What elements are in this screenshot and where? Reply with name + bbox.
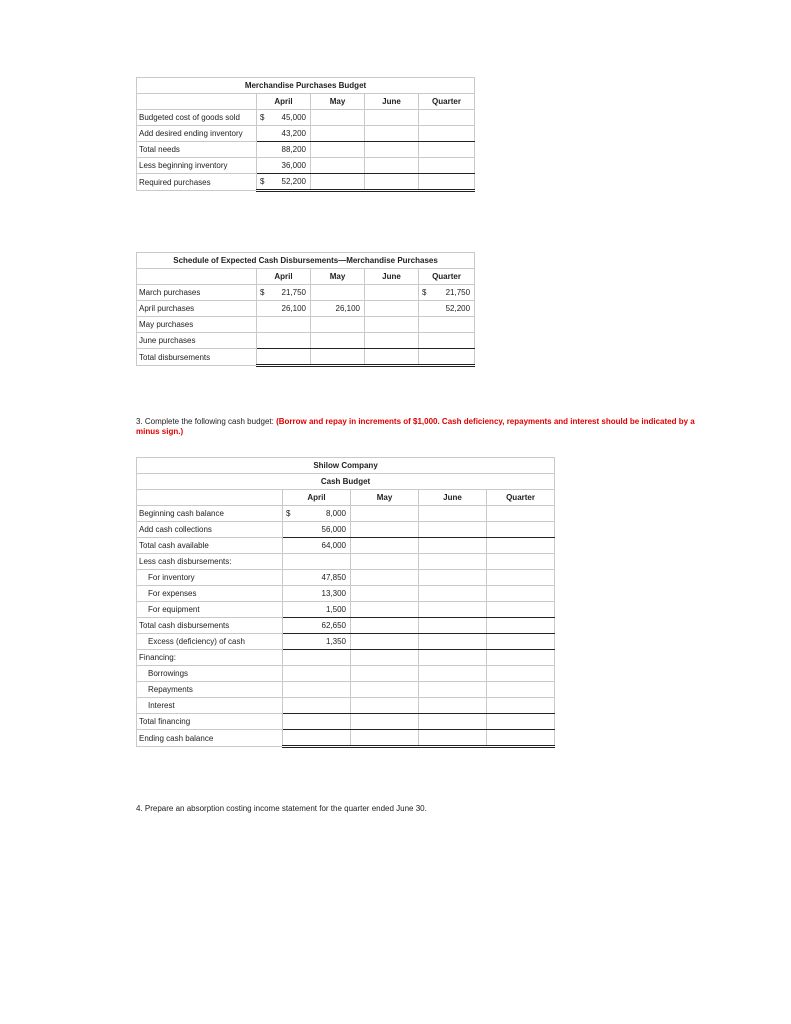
april-value: 43,200 [269,126,311,142]
may-input[interactable] [351,602,419,618]
may-input[interactable] [351,538,419,554]
june-input[interactable] [419,538,487,554]
row-label: For expenses [137,586,283,602]
table-row [137,317,475,333]
may-input[interactable] [311,110,365,126]
may-input[interactable] [351,586,419,602]
row-label: Add cash collections [137,522,283,538]
row-label: Repayments [137,682,283,698]
june-input[interactable] [365,349,419,366]
june-input[interactable] [419,506,487,522]
may-input[interactable] [351,666,419,682]
quarter-input[interactable] [431,317,475,333]
col-may: May [351,490,419,506]
instruction-3 [136,417,696,437]
row-label: Total cash available [137,538,283,554]
table-row [137,285,475,301]
may-input[interactable] [311,142,365,158]
quarter-input[interactable] [487,618,555,634]
may-input[interactable] [311,333,365,349]
quarter-input[interactable] [487,698,555,714]
col-april: April [257,94,311,110]
may-input[interactable] [351,714,419,730]
dollar-sign: $ [283,506,295,522]
col-may: May [311,94,365,110]
may-input[interactable] [351,698,419,714]
row-label: June purchases [137,333,257,349]
quarter-input[interactable] [487,682,555,698]
table-row [137,650,555,666]
row-label: Total disbursements [137,349,257,366]
june-input[interactable] [365,317,419,333]
quarter-input[interactable] [431,333,475,349]
may-input[interactable] [351,618,419,634]
may-input[interactable] [351,506,419,522]
table-row [137,506,555,522]
june-input[interactable] [419,618,487,634]
row-label: Less beginning inventory [137,158,257,174]
table-row [137,602,555,618]
june-input[interactable] [419,634,487,650]
table-row [137,570,555,586]
table-row [137,174,475,191]
april-input[interactable] [269,333,311,349]
col-may: May [311,269,365,285]
april-value: 1,500 [295,602,351,618]
june-input[interactable] [419,666,487,682]
table-row [137,682,555,698]
table-row [137,730,555,747]
row-label: For inventory [137,570,283,586]
table-row [137,349,475,366]
dollar-sign: $ [257,174,269,191]
may-input[interactable] [351,522,419,538]
table-row [137,158,475,174]
may-input[interactable] [351,682,419,698]
june-input[interactable] [365,126,419,142]
row-label: Budgeted cost of goods sold [137,110,257,126]
dollar-sign: $ [257,110,269,126]
table-row [137,666,555,682]
quarter-input[interactable] [487,730,555,747]
row-label: Total financing [137,714,283,730]
quarter-input[interactable] [419,174,475,191]
dollar-sign: $ [419,285,431,301]
june-input[interactable] [419,682,487,698]
instruction-3-text: 3. Complete the following cash budget: [136,417,277,426]
quarter-input[interactable] [487,602,555,618]
table-row [137,586,555,602]
row-label: March purchases [137,285,257,301]
dollar-sign: $ [257,285,269,301]
row-label: Total needs [137,142,257,158]
june-input[interactable] [365,142,419,158]
june-input[interactable] [365,158,419,174]
col-april: April [283,490,351,506]
row-label: Less cash disbursements: [137,554,283,570]
may-input[interactable] [351,570,419,586]
row-label: Add desired ending inventory [137,126,257,142]
april-value: 88,200 [269,142,311,158]
quarter-input[interactable] [431,349,475,366]
company-name: Shilow Company [137,458,555,474]
quarter-input[interactable] [419,158,475,174]
table-row [137,126,475,142]
may-value: 26,100 [311,301,365,317]
may-input[interactable] [311,317,365,333]
table-row [137,538,555,554]
april-input[interactable] [295,698,351,714]
col-quarter: Quarter [419,269,475,285]
table-row [137,634,555,650]
table-row [137,142,475,158]
april-input[interactable] [269,317,311,333]
quarter-input[interactable] [487,570,555,586]
quarter-input[interactable] [487,666,555,682]
june-input[interactable] [365,285,419,301]
col-quarter: Quarter [419,94,475,110]
april-input[interactable] [295,682,351,698]
row-label: Excess (deficiency) of cash [137,634,283,650]
april-value: 21,750 [269,285,311,301]
april-input[interactable] [295,730,351,747]
quarter-input[interactable] [487,538,555,554]
cash-budget-title: Cash Budget [137,474,555,490]
table-row [137,698,555,714]
purchases-budget-table [136,77,475,192]
table-row [137,618,555,634]
row-label: For equipment [137,602,283,618]
col-quarter: Quarter [487,490,555,506]
instruction-4: 4. Prepare an absorption costing income statement for the quarter ended June 30. [136,804,427,813]
april-value: 13,300 [295,586,351,602]
may-input[interactable] [311,349,365,366]
june-input[interactable] [419,698,487,714]
april-input[interactable] [295,666,351,682]
table-row [137,301,475,317]
june-input[interactable] [419,602,487,618]
row-label: Required purchases [137,174,257,191]
april-input[interactable] [295,714,351,730]
april-value: 8,000 [295,506,351,522]
row-label: April purchases [137,301,257,317]
quarter-input[interactable] [487,522,555,538]
purchases-budget-title: Merchandise Purchases Budget [137,78,475,94]
instruction-3-note: (Borrow and repay in increments of $1,000. Cash deficiency, repayments and interest should be indicated by a minus sign.) [136,417,695,436]
april-value: 45,000 [269,110,311,126]
june-input[interactable] [419,570,487,586]
row-label: Borrowings [137,666,283,682]
june-input[interactable] [365,301,419,317]
disbursements-table [136,252,475,367]
april-input[interactable] [269,349,311,366]
quarter-input[interactable] [487,714,555,730]
table-row [137,522,555,538]
row-label: Total cash disbursements [137,618,283,634]
cash-budget-table [136,457,555,748]
row-label: Ending cash balance [137,730,283,747]
may-input[interactable] [351,730,419,747]
may-input[interactable] [311,285,365,301]
june-input[interactable] [419,714,487,730]
col-june: June [365,269,419,285]
quarter-input[interactable] [419,126,475,142]
june-input[interactable] [419,730,487,747]
april-value: 1,350 [295,634,351,650]
col-june: June [365,94,419,110]
col-june: June [419,490,487,506]
april-value: 56,000 [295,522,351,538]
april-value: 26,100 [269,301,311,317]
june-input[interactable] [419,586,487,602]
quarter-input[interactable] [487,634,555,650]
table-row [137,714,555,730]
row-label: Financing: [137,650,283,666]
june-input[interactable] [365,333,419,349]
disbursements-title: Schedule of Expected Cash Disbursements—Merchandise Purchases [137,253,475,269]
april-value: 47,850 [295,570,351,586]
row-label: Interest [137,698,283,714]
quarter-input[interactable] [419,110,475,126]
may-input[interactable] [311,174,365,191]
table-row [137,110,475,126]
june-input[interactable] [419,522,487,538]
april-value: 36,000 [269,158,311,174]
quarter-input[interactable] [419,142,475,158]
table-row [137,554,555,570]
may-input[interactable] [311,158,365,174]
quarter-value: 21,750 [431,285,475,301]
april-value: 62,650 [295,618,351,634]
may-input[interactable] [311,126,365,142]
table-row [137,333,475,349]
quarter-value: 52,200 [431,301,475,317]
april-value: 52,200 [269,174,311,191]
row-label: Beginning cash balance [137,506,283,522]
june-input[interactable] [365,110,419,126]
april-value: 64,000 [295,538,351,554]
may-input[interactable] [351,634,419,650]
col-april: April [257,269,311,285]
june-input[interactable] [365,174,419,191]
quarter-input[interactable] [487,586,555,602]
quarter-input[interactable] [487,506,555,522]
row-label: May purchases [137,317,257,333]
